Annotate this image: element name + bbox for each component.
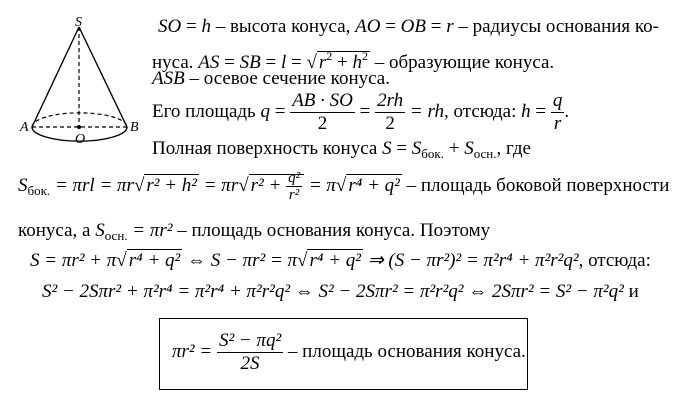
cone-center-point	[77, 125, 81, 129]
text-line-2: нуса. AS = SB = l = √ $r^2 + h^2$ – образующие конуса.	[152, 49, 555, 73]
text-line-8: S = πr² + π√ r⁴ + q² ⇔ S − πr² = π√ r⁴ + q² ⇒ (S − πr²)² = π²r⁴ + π²r²q², отсюда:	[30, 250, 651, 271]
result-formula: πr² = $\frac{\text{S² − πq²}}{2S}$ – площадь основания конуса.	[172, 330, 526, 374]
text-line-4: Его площадь q = $\frac{AB \cdot SO}{2}$ = $\frac{2rh}{2}$ = rh, отсюда: h = $\frac{q}{r}$ .	[152, 90, 570, 134]
cone-right-edge	[79, 27, 127, 127]
label-o: O	[75, 132, 86, 147]
text-line-5: Полная поверхность конуса $S = S_{бок.} + S_{осн.}$, где	[152, 138, 531, 161]
text-line-3: ASB – осевое сечение конуса.	[152, 68, 390, 89]
label-apex: S	[75, 15, 82, 30]
label-a: A	[20, 120, 29, 135]
label-b: B	[130, 120, 139, 135]
text-line-9: S² − 2Sπr² + π²r⁴ = π²r⁴ + π²r²q² ⇔ S² − 2Sπr² = π²r²q² ⇔ 2Sπr² = S² − π²q² и	[42, 281, 639, 302]
text-line-1: SO = h – высота конуса, AO = OB = r – радиусы основания ко-	[158, 16, 659, 37]
cone-left-edge	[32, 27, 79, 127]
text-line-6: $S_{бок.} = \pi rl = \pi r√$ r² + h² = πr√ r² + $\frac{\text{q²}}{\text{r²}}$ = π√ r⁴ + q² – площадь боковой поверхности	[18, 170, 670, 203]
text-line-7: конуса, а $S_{осн.} = \pi r^2$ – площадь основания конуса. Поэтому	[18, 220, 491, 243]
